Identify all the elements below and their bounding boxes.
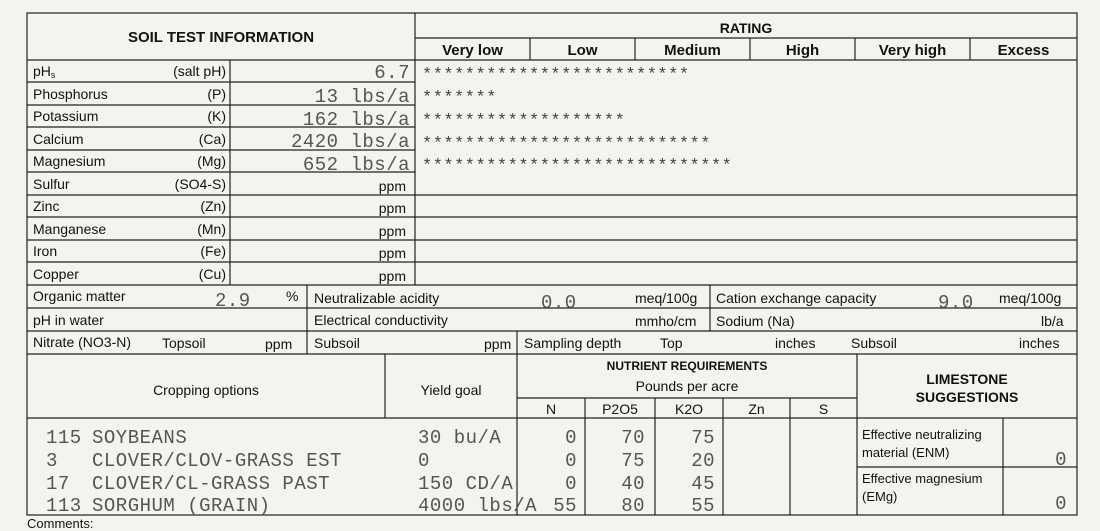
cec-value: 9.0 <box>938 292 974 314</box>
top-label: Top <box>660 335 683 351</box>
rating-stars-magnesium: ***************************** <box>422 157 733 176</box>
nutrient-unit-iron: ppm <box>378 245 406 261</box>
ph-water-label: pH in water <box>33 312 104 328</box>
cec-label: Cation exchange capacity <box>716 290 877 306</box>
crop-n: 0 <box>565 427 577 449</box>
yield-goal-header: Yield goal <box>420 382 482 398</box>
nutrient-name-iron: Iron <box>33 243 58 259</box>
crop-name: SOYBEANS <box>92 427 188 449</box>
sodium-label: Sodium (Na) <box>716 313 795 329</box>
crop-p2o5: 80 <box>621 495 645 517</box>
organic-matter-value: 2.9 <box>215 290 251 312</box>
crop-n: 55 <box>553 495 577 517</box>
nutrient-value-ph: 6.7 <box>374 62 410 84</box>
nutrient-symbol-zinc: (Zn) <box>200 198 226 214</box>
ec-label: Electrical conductivity <box>314 312 448 328</box>
nutrient-name-ph: $pH_s$ <box>33 63 56 80</box>
crop-n: 0 <box>565 473 577 495</box>
crop-k2o: 45 <box>691 473 715 495</box>
nutrient-symbol-copper: (Cu) <box>198 266 226 282</box>
crop-name: SORGHUM (GRAIN) <box>92 495 271 517</box>
organic-matter-label: Organic matter <box>33 288 126 304</box>
neutralizable-acidity-label: Neutralizable acidity <box>314 290 440 306</box>
col-header-n: N <box>545 401 557 417</box>
crop-p2o5: 75 <box>621 450 645 472</box>
crop-yield: 4000 lbs/A <box>418 495 538 517</box>
subsoil-depth-label: Subsoil <box>851 335 897 351</box>
nutrient-symbol-sulfur: (SO4-S) <box>174 176 226 192</box>
nitrate-label: Nitrate (NO3-N) <box>33 334 132 350</box>
emg-value: 0 <box>1055 493 1067 515</box>
nutrient-name-calcium: Calcium <box>33 131 84 147</box>
soil-test-title: SOIL TEST INFORMATION <box>127 29 315 46</box>
cropping-options-header: Cropping options <box>153 382 259 398</box>
subsoil-unit: ppm <box>484 336 512 352</box>
rating-level-medium: Medium <box>664 42 721 59</box>
comments-label: Comments: <box>27 516 94 531</box>
nutrient-name-phosphorus: Phosphorus <box>33 86 108 102</box>
rating-level-excess: Excess <box>997 42 1050 59</box>
limestone-title-line2: SUGGESTIONS <box>915 389 1019 405</box>
subsoil-depth-unit: inches <box>1019 335 1060 351</box>
crop-name: CLOVER/CLOV-GRASS EST <box>92 450 342 472</box>
crop-code: 113 <box>46 495 82 517</box>
top-unit: inches <box>775 335 816 351</box>
crop-code: 17 <box>46 473 70 495</box>
nutrient-name-zinc: Zinc <box>33 198 60 214</box>
subsoil-label: Subsoil <box>314 335 360 351</box>
enm-label-line1: Effective neutralizing <box>862 427 982 442</box>
rating-stars-phosphorus: ******* <box>422 89 497 108</box>
crop-yield: 0 <box>418 450 430 472</box>
enm-value: 0 <box>1055 449 1067 471</box>
neutralizable-acidity-value: 0.0 <box>541 292 577 314</box>
rating-stars-ph: ************************* <box>422 66 690 85</box>
nutrient-symbol-magnesium: (Mg) <box>197 153 226 169</box>
nutrient-value-potassium: 162 lbs/a <box>302 109 410 131</box>
nutrient-symbol-iron: (Fe) <box>200 243 226 259</box>
enm-label-line2: material (ENM) <box>862 445 950 460</box>
crop-n: 0 <box>565 450 577 472</box>
emg-label-line1: Effective magnesium <box>862 471 983 486</box>
sampling-depth-label: Sampling depth <box>524 335 622 351</box>
rating-level-high: High <box>785 42 820 59</box>
crop-p2o5: 70 <box>621 427 645 449</box>
rating-level-very-low: Very low <box>442 42 503 59</box>
topsoil-label: Topsoil <box>162 335 206 351</box>
col-header-zn: Zn <box>748 401 765 417</box>
col-header-k2o: K2O <box>674 401 703 417</box>
crop-code: 115 <box>46 427 82 449</box>
nutrient-name-manganese: Manganese <box>33 221 107 237</box>
pounds-per-acre-header: Pounds per acre <box>635 378 739 394</box>
rating-stars-calcium: *************************** <box>422 135 711 154</box>
nutrient-requirements-header: NUTRIENT REQUIREMENTS <box>606 359 768 373</box>
ec-unit: mmho/cm <box>635 313 697 329</box>
emg-label-line2: (EMg) <box>862 489 898 504</box>
nutrient-unit-manganese: ppm <box>378 223 406 239</box>
nutrient-unit-copper: ppm <box>378 268 406 284</box>
nutrient-name-copper: Copper <box>33 266 79 282</box>
crop-code: 3 <box>46 450 58 472</box>
crop-yield: 150 CD/A <box>418 473 514 495</box>
nutrient-symbol-ph: (salt pH) <box>173 63 226 79</box>
nutrient-name-sulfur: Sulfur <box>33 176 70 192</box>
nutrient-value-magnesium: 652 lbs/a <box>302 154 410 176</box>
nutrient-symbol-calcium: (Ca) <box>198 131 226 147</box>
limestone-title-line1: LIMESTONE <box>926 371 1008 387</box>
crop-k2o: 20 <box>691 450 715 472</box>
rating-level-very-high: Very high <box>878 42 947 59</box>
crop-k2o: 75 <box>691 427 715 449</box>
sodium-unit: lb/a <box>1041 313 1064 329</box>
cec-unit: meq/100g <box>999 290 1062 306</box>
rating-stars-potassium: ******************* <box>422 112 626 131</box>
nutrient-name-magnesium: Magnesium <box>33 153 106 169</box>
nutrient-symbol-potassium: (K) <box>207 108 226 124</box>
topsoil-unit: ppm <box>265 336 293 352</box>
organic-matter-unit: % <box>286 288 299 304</box>
nutrient-value-calcium: 2420 lbs/a <box>290 131 410 153</box>
crop-k2o: 55 <box>691 495 715 517</box>
crop-name: CLOVER/CL-GRASS PAST <box>92 473 331 495</box>
col-header-p2o5: P2O5 <box>602 401 638 417</box>
nutrient-unit-sulfur: ppm <box>378 178 406 194</box>
nutrient-symbol-manganese: (Mn) <box>197 221 226 237</box>
nutrient-name-potassium: Potassium <box>33 108 99 124</box>
nutrient-unit-zinc: ppm <box>378 200 406 216</box>
col-header-s: S <box>818 401 829 417</box>
rating-level-low: Low <box>567 42 598 59</box>
neutralizable-acidity-unit: meq/100g <box>635 290 698 306</box>
crop-p2o5: 40 <box>621 473 645 495</box>
rating-title: RATING <box>719 20 773 36</box>
crop-yield: 30 bu/A <box>418 427 502 449</box>
nutrient-value-phosphorus: 13 lbs/a <box>314 86 410 108</box>
nutrient-symbol-phosphorus: (P) <box>207 86 226 102</box>
